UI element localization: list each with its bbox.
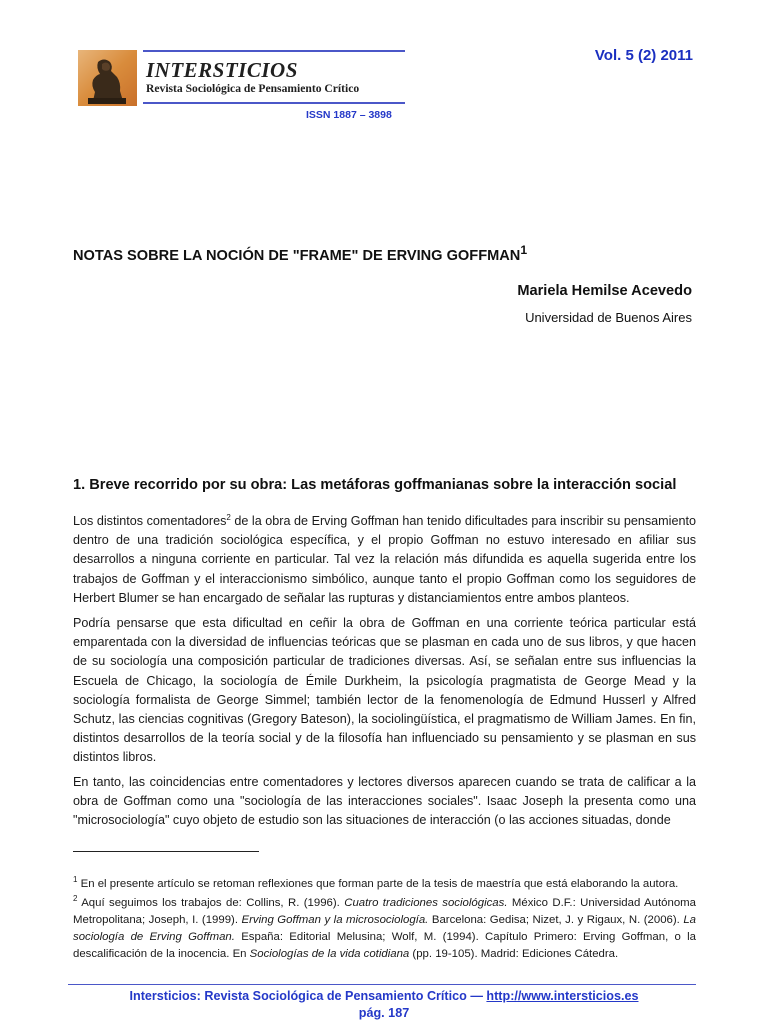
volume-label: Vol. 5 (2) 2011 <box>594 47 693 64</box>
title-footnote-ref[interactable]: 1 <box>520 243 528 257</box>
issn: ISSN 1887 – 3898 <box>306 109 392 121</box>
paragraph-1: Los distintos comentadores$^2$ de la obra de Erving Goffman han tenido dificultades para inscribir su pensamiento dentro de una tradición sociológica específica, y el propio Goffman no estuvo interesado en afiliar sus desarrollos a ninguna corriente en particular. Tal vez la relación más difundida es aquella sugerida entre los trabajos de Goffman y el interaccionismo simbólico, aunque tanto el propio Goffman como los seguidores de Herbert Blumer se han encargado de señalar las rupturas y distanciamientos entre ambos planteos. <box>73 512 696 605</box>
footer-journal-line: Intersticios: Revista Sociológica de Pensamiento Crítico — http://www.intersticios.es <box>129 989 639 1003</box>
logo-thinker-image <box>78 50 137 106</box>
footnote-separator <box>73 851 259 852</box>
paragraph-3: En tanto, las coincidencias entre comentadores y lectores diversos aparecen cuando se trata de calificar a la obra de Goffman como una "sociología de las interacciones sociales". Isaac Joseph la presenta como una "microsociología" cuyo objeto de estudio son las situaciones de interacción (o las acciones situadas, donde <box>73 775 696 828</box>
logo-rule-top <box>143 50 405 52</box>
section-heading: 1. Breve recorrido por su obra: Las metáforas goffmanianas sobre la interacción social <box>73 477 677 493</box>
author-name: Mariela Hemilse Acevedo <box>517 283 692 299</box>
footnote-ref-2[interactable]: 2 <box>226 512 231 522</box>
paragraph-2: Podría pensarse que esta dificultad en ceñir la obra de Goffman en una corriente teórica particular está emparentada con la diversidad de influencias teóricas que se plasman en cada uno de sus libros, y que hacen de su sociología una composición particular de tradiciones diversas. Así, se señalan entre sus influencias la Escuela de Chicago, la sociología de Émile Durkheim, la psicología pragmatista de George Mead y la sociología formalista de George Simmel; también lector de la fenomenología de Edmund Husserl y Alfred Schutz, las ciencias cognitivas (Gregory Bateson), la sociolingüística, el pragmatismo de William James. En fin, distintos desarrollos de la teoría social y de la filosofía han influenciado su pensamiento y se plasman en sus distintos libros. <box>73 616 696 765</box>
page-number: pág. 187 <box>358 1006 410 1020</box>
article-title: NOTAS SOBRE LA NOCIÓN DE "FRAME" DE ERVING GOFFMAN$^1$ <box>73 243 528 264</box>
footnote-1: $^1$ En el presente artículo se retoman reflexiones que forman parte de la tesis de maestría que está elaborando la autora. <box>73 875 679 890</box>
footnote-2: $^2$ Aquí seguimos los trabajos de: Collins, R. (1996). Cuatro tradiciones sociológicas. México D.F.: Universidad Autónoma Metropolitana; Joseph, I. (1999). Erving Goffman y la microsociología. Barcelona: Gedisa; Nizet, J. y Rigaux, N. (2006). La sociología de Erving Goffman. España: Editorial Melusina; Wolf, M. (1994). Capítulo Primero: Erving Goffman, o la descalificación de la inocencia. En Sociologías de la vida cotidiana (pp. 19-105). Madrid: Ediciones Cátedra. <box>73 894 697 960</box>
journal-website-link[interactable]: http://www.intersticios.es <box>486 989 639 1003</box>
journal-logo-subtitle: Revista Sociológica de Pensamiento Crítico <box>146 82 360 95</box>
author-affiliation: Universidad de Buenos Aires <box>525 310 692 325</box>
journal-logo-title: INTERSTICIOS <box>146 58 298 82</box>
footer-rule <box>68 984 696 985</box>
logo-rule-bottom <box>143 102 405 104</box>
